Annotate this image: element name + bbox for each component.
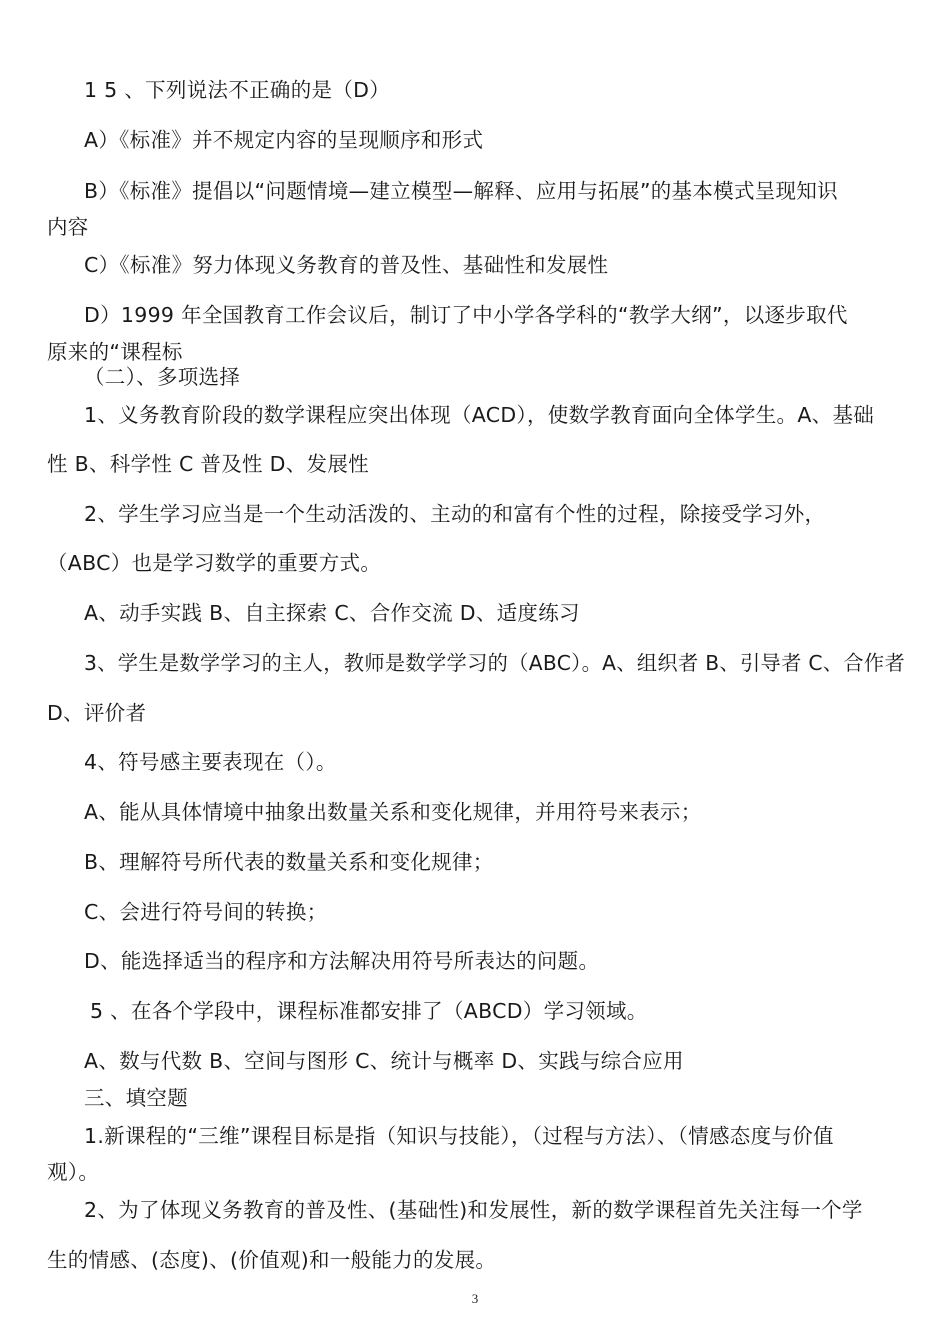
section-heading-fill-in: 三、填空题 <box>84 1086 188 1110</box>
page-number: 3 <box>471 1291 479 1306</box>
mc-question-4-option-a: A、能从具体情境中抽象出数量关系和变化规律，并用符号来表示； <box>84 800 702 824</box>
mc-question-4-option-c: C、会进行符号间的转换； <box>84 900 328 924</box>
mc-question-2-cont: （ABC）也是学习数学的重要方式。 <box>47 551 382 575</box>
question-15-option-d: D）1999 年全国教育工作会议后，制订了中小学各学科的“教学大纲”，以逐步取代 <box>84 303 848 327</box>
question-15-option-b-cont: 内容 <box>47 215 89 239</box>
question-15-option-c: C）《标准》努力体现义务教育的普及性、基础性和发展性 <box>84 253 609 277</box>
mc-question-5-options: A、数与代数 B、空间与图形 C、统计与概率 D、实践与综合应用 <box>84 1049 684 1073</box>
mc-question-3: 3、学生是数学学习的主人，教师是数学学习的（ABC）。A、组织者 B、引导者 C、合作者 <box>84 651 905 675</box>
mc-question-2: 2、学生学习应当是一个生动活泼的、主动的和富有个性的过程，除接受学习外， <box>84 502 826 526</box>
question-15-option-d-cont: 原来的“课程标 <box>47 340 183 364</box>
mc-question-4-option-b: B、理解符号所代表的数量关系和变化规律； <box>84 850 494 874</box>
mc-question-4-option-d: D、能选择适当的程序和方法解决用符号所表达的问题。 <box>84 949 600 973</box>
fill-question-1-cont: 观）。 <box>47 1160 100 1184</box>
fill-question-2-cont: 生的情感、(态度)、(价值观)和一般能力的发展。 <box>47 1248 497 1272</box>
question-15-option-b: B）《标准》提倡以“问题情境—建立模型—解释、应用与拓展”的基本模式呈现知识 <box>84 179 838 203</box>
fill-question-1: 1.新课程的“三维”课程目标是指（知识与技能），（过程与方法）、（情感态度与价值 <box>84 1124 834 1148</box>
mc-question-1: 1、义务教育阶段的数学课程应突出体现（ACD），使数学教育面向全体学生。A、基础 <box>84 403 875 427</box>
question-15-option-a: A）《标准》并不规定内容的呈现顺序和形式 <box>84 128 484 152</box>
fill-question-2: 2、为了体现义务教育的普及性、(基础性)和发展性，新的数学课程首先关注每一个学 <box>84 1198 863 1222</box>
mc-question-4: 4、符号感主要表现在（）。 <box>84 750 337 774</box>
section-heading-multiple-choice: （二）、多项选择 <box>84 365 241 389</box>
mc-question-5: 5 、在各个学段中，课程标准都安排了（ABCD）学习领域。 <box>90 999 648 1023</box>
question-15-stem: 1 5 、下列说法不正确的是（D） <box>84 78 391 102</box>
mc-question-1-cont: 性 B、科学性 C 普及性 D、发展性 <box>47 452 369 476</box>
mc-question-3-cont: D、评价者 <box>47 701 147 725</box>
mc-question-2-options: A、动手实践 B、自主探索 C、合作交流 D、适度练习 <box>84 601 580 625</box>
